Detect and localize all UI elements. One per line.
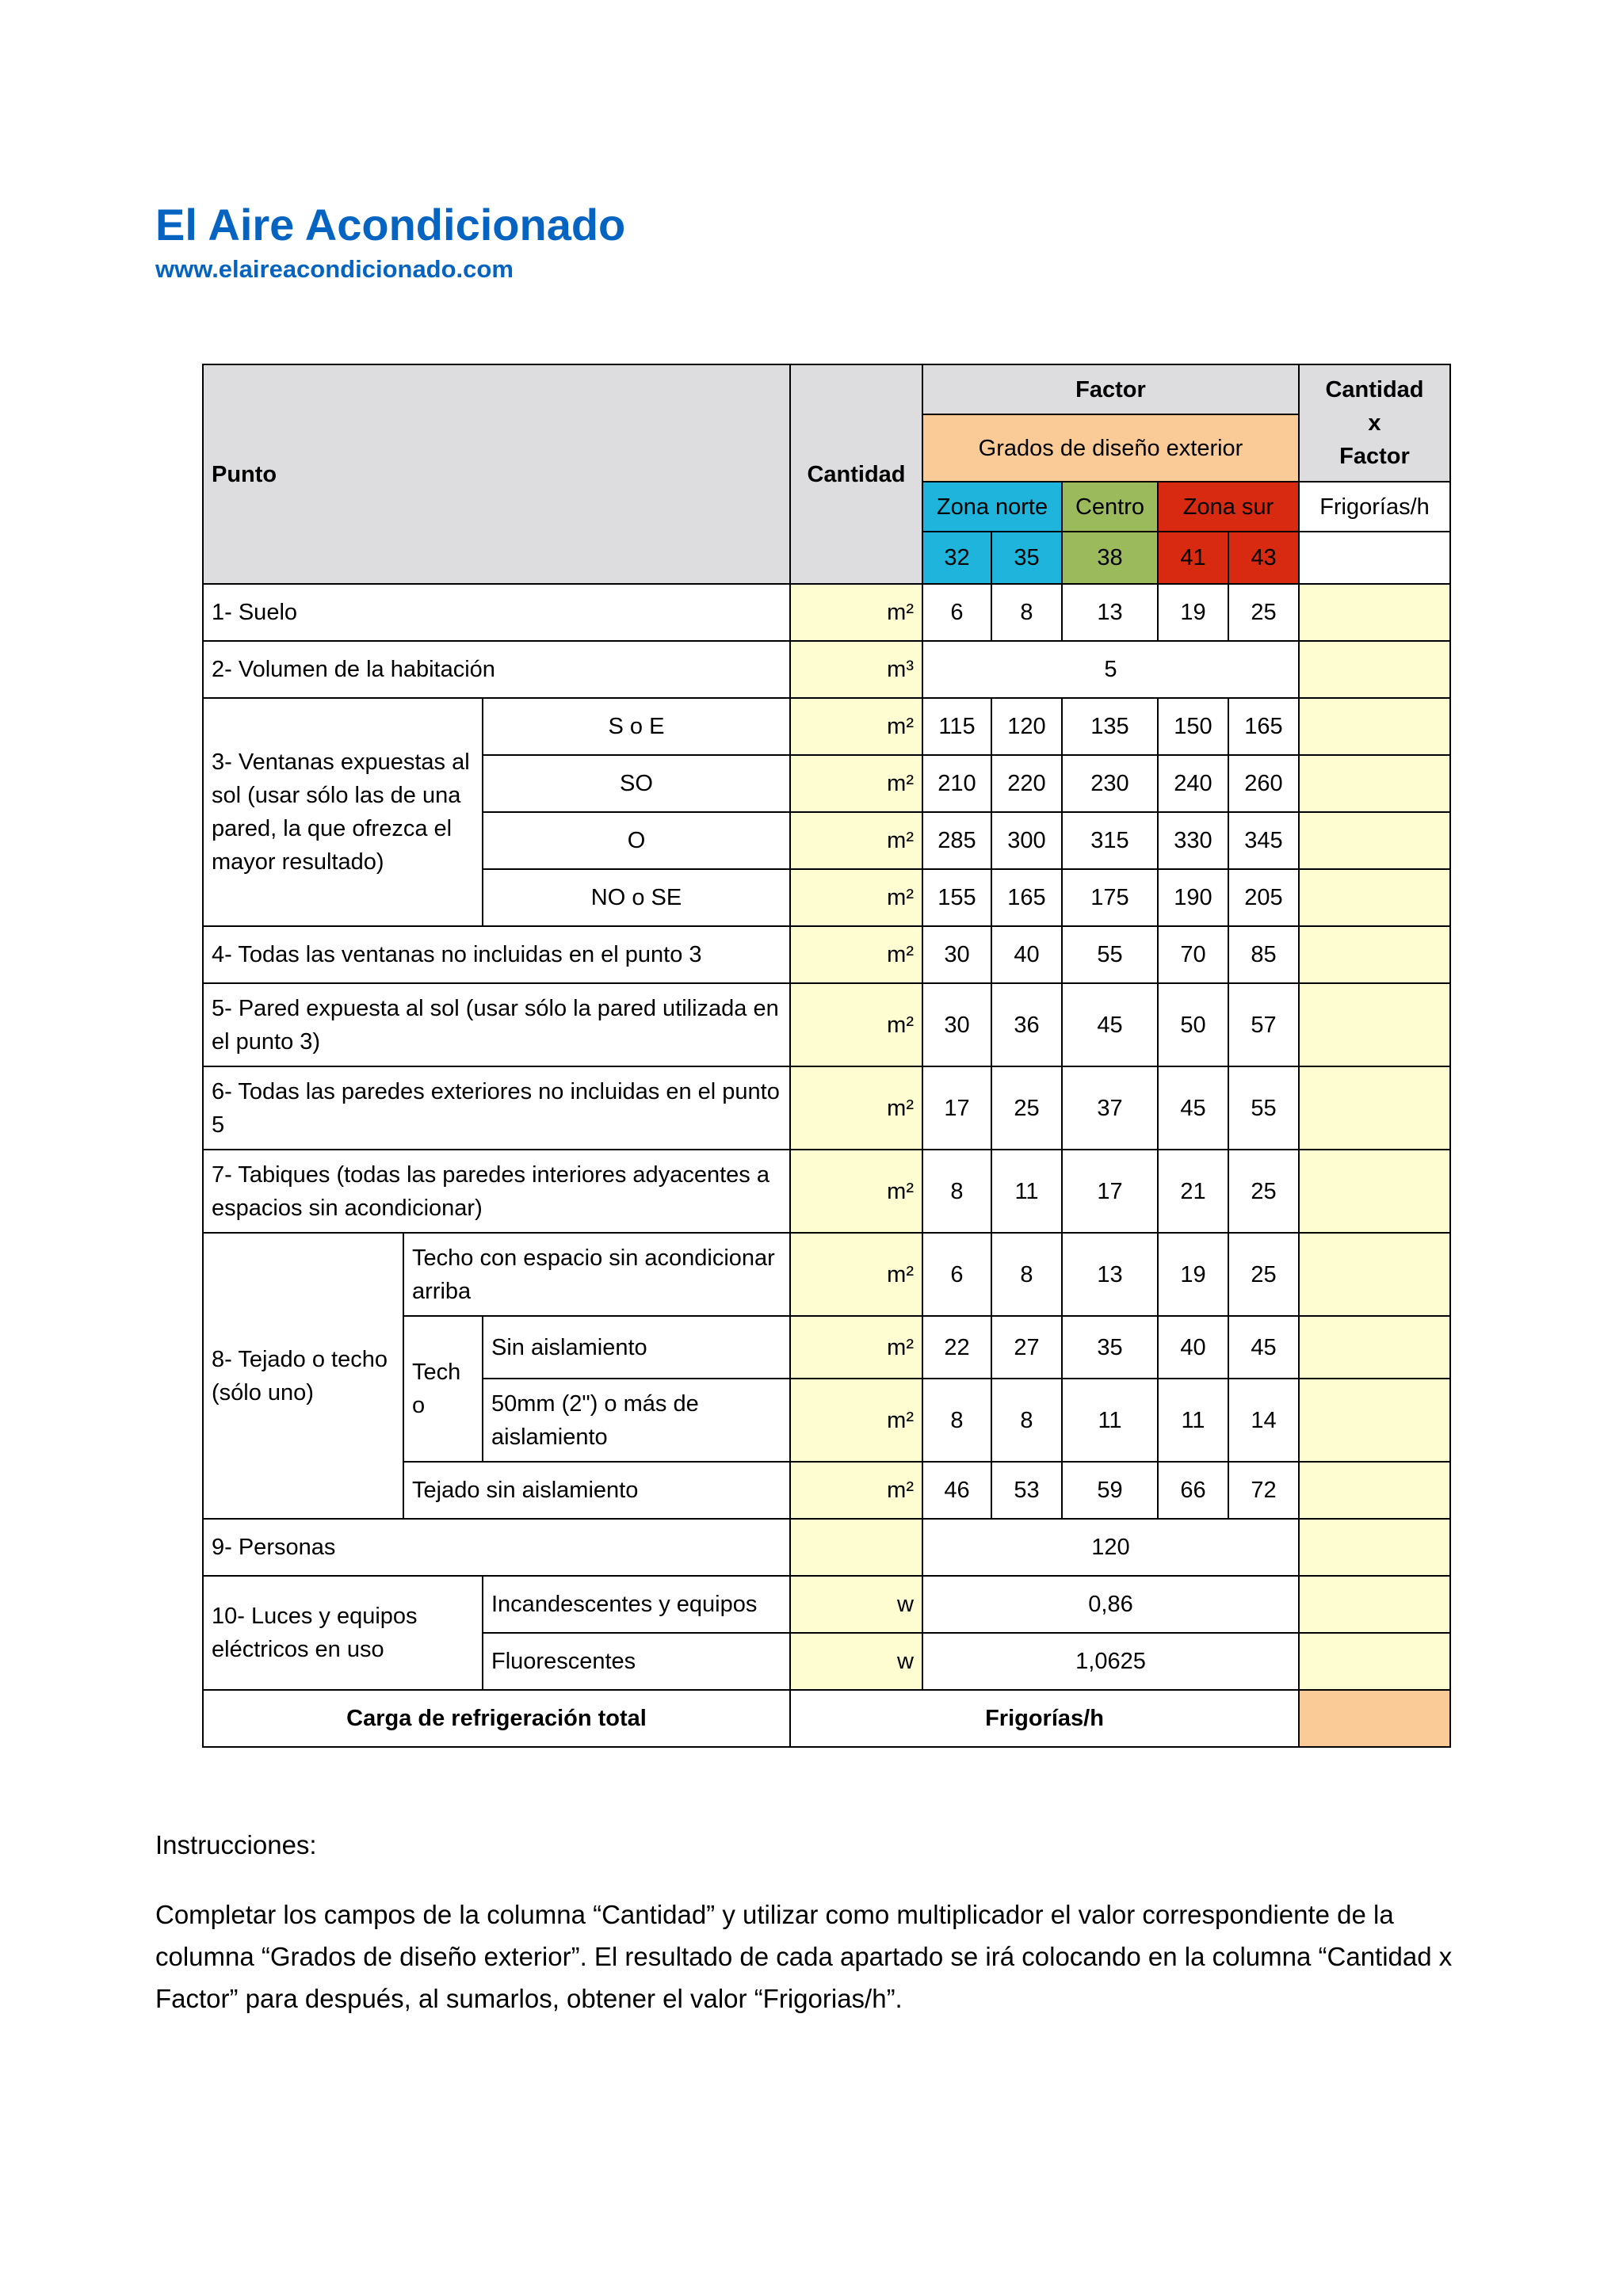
factor-cell: 240 (1158, 755, 1228, 812)
sub-label: Sin aislamiento (483, 1316, 790, 1379)
result-cell[interactable] (1299, 1316, 1450, 1379)
factor-cell: 155 (922, 869, 991, 926)
factor-cell: 59 (1062, 1462, 1158, 1519)
cantidad-input[interactable]: m² (790, 1462, 922, 1519)
factor-cell: 85 (1228, 926, 1299, 983)
factor-cell: 30 (922, 983, 991, 1066)
cantidad-input[interactable]: m² (790, 812, 922, 869)
factor-cell: 40 (1158, 1316, 1228, 1379)
row-suelo (203, 584, 1450, 641)
instructions-body: Completar los campos de la columna “Cantidad” y utilizar como multiplicador el valor correspondiente de la columna “Grados de diseño exterior”. El resultado de cada apartado se irá colocando en la columna “Cantidad x Factor” para después, al sumarlos, obtener el valor “Frigorias/h”. (155, 1900, 1453, 2013)
result-cell[interactable] (1299, 1519, 1450, 1576)
temp-empty-cell (1299, 532, 1450, 584)
cantidad-input[interactable]: m² (790, 1233, 922, 1316)
factor-cell: 22 (922, 1316, 991, 1379)
header-factor: Factor (922, 364, 1299, 414)
row-tabiques (203, 1150, 1450, 1233)
cantidad-input[interactable]: m² (790, 926, 922, 983)
factor-cell: 14 (1228, 1379, 1299, 1462)
sub-label: Tejado sin aislamiento (403, 1462, 790, 1519)
header-frigorias: Frigorías/h (1299, 482, 1450, 532)
result-cell[interactable] (1299, 869, 1450, 926)
brand-title: El Aire Acondicionado (155, 200, 626, 250)
factor-cell: 35 (1062, 1316, 1158, 1379)
factor-cell: 17 (1062, 1150, 1158, 1233)
result-cell[interactable] (1299, 983, 1450, 1066)
row-techo-espacio (203, 1233, 1450, 1316)
header-cxf-line2: x (1368, 410, 1381, 436)
cantidad-input[interactable]: m² (790, 1150, 922, 1233)
factor-cell: 36 (991, 983, 1062, 1066)
row-label-tejado: 8- Tejado o techo (sólo uno) (203, 1233, 403, 1519)
row-label: 7- Tabiques (todas las paredes interiores adyacentes a espacios sin acondicionar) (203, 1150, 790, 1233)
header-cantidad: Cantidad (790, 364, 922, 584)
brand-header (155, 195, 625, 284)
row-label-ventanas: 3- Ventanas expuestas al sol (usar sólo las de una pared, la que ofrezca el mayor resultado) (203, 698, 483, 926)
factor-cell: 66 (1158, 1462, 1228, 1519)
result-cell[interactable] (1299, 584, 1450, 641)
sub-label: Incandescentes y equipos (483, 1576, 790, 1633)
sub-label: Techo con espacio sin acondicionar arriba (403, 1233, 790, 1316)
row-label: 5- Pared expuesta al sol (usar sólo la pared utilizada en el punto 3) (203, 983, 790, 1066)
header-punto: Punto (203, 364, 790, 584)
cantidad-input[interactable]: m³ (790, 641, 922, 698)
techo-label: Tech o (403, 1316, 483, 1462)
row-paredes-exteriores (203, 1066, 1450, 1150)
result-cell[interactable] (1299, 1576, 1450, 1633)
cantidad-input[interactable]: w (790, 1576, 922, 1633)
factor-cell: 50 (1158, 983, 1228, 1066)
factor-cell: 6 (922, 1233, 991, 1316)
row-volumen (203, 641, 1450, 698)
factor-cell: 11 (1062, 1379, 1158, 1462)
factor-cell: 345 (1228, 812, 1299, 869)
header-grados-diseno: Grados de diseño exterior (922, 414, 1299, 482)
cantidad-input[interactable]: w (790, 1633, 922, 1690)
factor-cell: 25 (1228, 1150, 1299, 1233)
result-cell[interactable] (1299, 1633, 1450, 1690)
factor-cell: 205 (1228, 869, 1299, 926)
factor-cell: 120 (922, 1519, 1299, 1576)
factor-cell: 330 (1158, 812, 1228, 869)
factor-cell: 115 (922, 698, 991, 755)
result-cell[interactable] (1299, 926, 1450, 983)
row-ventanas-otras (203, 926, 1450, 983)
cooling-load-table (202, 364, 1451, 1748)
factor-cell: 11 (1158, 1379, 1228, 1462)
header-cxf-line3: Factor (1339, 444, 1410, 469)
factor-cell: 5 (922, 641, 1299, 698)
factor-cell: 25 (1228, 584, 1299, 641)
cantidad-input[interactable] (790, 1519, 922, 1576)
factor-cell: 45 (1228, 1316, 1299, 1379)
result-cell[interactable] (1299, 641, 1450, 698)
factor-cell: 53 (991, 1462, 1062, 1519)
factor-cell: 8 (991, 1233, 1062, 1316)
cantidad-input[interactable]: m² (790, 1066, 922, 1150)
factor-cell: 315 (1062, 812, 1158, 869)
factor-cell: 8 (922, 1150, 991, 1233)
factor-cell: 210 (922, 755, 991, 812)
factor-cell: 8 (991, 584, 1062, 641)
factor-cell: 19 (1158, 584, 1228, 641)
row-label: 2- Volumen de la habitación (203, 641, 790, 698)
header-centro: Centro (1062, 482, 1158, 532)
row-luces-incandescentes (203, 1576, 1450, 1633)
factor-cell: 285 (922, 812, 991, 869)
result-cell[interactable] (1299, 1379, 1450, 1462)
factor-cell: 72 (1228, 1462, 1299, 1519)
factor-cell: 11 (991, 1150, 1062, 1233)
factor-cell: 8 (922, 1379, 991, 1462)
row-label: 6- Todas las paredes exteriores no incluidas en el punto 5 (203, 1066, 790, 1150)
factor-cell: 300 (991, 812, 1062, 869)
factor-cell: 120 (991, 698, 1062, 755)
factor-cell: 0,86 (922, 1576, 1299, 1633)
factor-cell: 13 (1062, 584, 1158, 641)
result-cell[interactable] (1299, 698, 1450, 755)
factor-cell: 57 (1228, 983, 1299, 1066)
factor-cell: 150 (1158, 698, 1228, 755)
factor-cell: 260 (1228, 755, 1299, 812)
factor-cell: 25 (1228, 1233, 1299, 1316)
row-label: 4- Todas las ventanas no incluidas en el punto 3 (203, 926, 790, 983)
cantidad-input[interactable]: m² (790, 869, 922, 926)
sub-label: S o E (483, 698, 790, 755)
cantidad-input[interactable]: m² (790, 755, 922, 812)
total-result-cell[interactable] (1299, 1690, 1450, 1747)
factor-cell: 165 (1228, 698, 1299, 755)
total-label: Carga de refrigeración total (203, 1690, 790, 1747)
factor-cell: 55 (1228, 1066, 1299, 1150)
factor-cell: 1,0625 (922, 1633, 1299, 1690)
row-label: 1- Suelo (203, 584, 790, 641)
cantidad-input[interactable]: m² (790, 698, 922, 755)
factor-cell: 70 (1158, 926, 1228, 983)
result-cell[interactable] (1299, 1150, 1450, 1233)
header-cantidad-x-factor (1299, 364, 1450, 482)
factor-cell: 190 (1158, 869, 1228, 926)
factor-cell: 55 (1062, 926, 1158, 983)
factor-cell: 17 (922, 1066, 991, 1150)
cantidad-input[interactable]: m² (790, 1316, 922, 1379)
factor-cell: 175 (1062, 869, 1158, 926)
temp-38: 38 (1062, 532, 1158, 584)
instructions-title: Instrucciones: (155, 1830, 317, 1859)
brand-url: www.elaireacondicionado.com (155, 255, 514, 283)
cantidad-input[interactable]: m² (790, 1379, 922, 1462)
factor-cell: 25 (991, 1066, 1062, 1150)
factor-cell: 230 (1062, 755, 1158, 812)
cantidad-input[interactable]: m² (790, 983, 922, 1066)
factor-cell: 46 (922, 1462, 991, 1519)
factor-cell: 37 (1062, 1066, 1158, 1150)
header-zona-sur: Zona sur (1158, 482, 1299, 532)
total-unit: Frigorías/h (790, 1690, 1299, 1747)
result-cell[interactable] (1299, 812, 1450, 869)
row-label-luces: 10- Luces y equipos eléctricos en uso (203, 1576, 483, 1690)
sub-label: Fluorescentes (483, 1633, 790, 1690)
factor-cell: 135 (1062, 698, 1158, 755)
sub-label: NO o SE (483, 869, 790, 926)
factor-cell: 220 (991, 755, 1062, 812)
temp-41: 41 (1158, 532, 1228, 584)
factor-cell: 45 (1062, 983, 1158, 1066)
result-cell[interactable] (1299, 1233, 1450, 1316)
header-zona-norte: Zona norte (922, 482, 1062, 532)
result-cell[interactable] (1299, 1066, 1450, 1150)
cantidad-input[interactable]: m² (790, 584, 922, 641)
row-label: 9- Personas (203, 1519, 790, 1576)
temp-32: 32 (922, 532, 991, 584)
factor-cell: 13 (1062, 1233, 1158, 1316)
factor-cell: 165 (991, 869, 1062, 926)
sub-label: O (483, 812, 790, 869)
temp-43: 43 (1228, 532, 1299, 584)
sub-label: SO (483, 755, 790, 812)
factor-cell: 30 (922, 926, 991, 983)
factor-cell: 19 (1158, 1233, 1228, 1316)
row-ventanas-s-o-e (203, 698, 1450, 755)
temp-35: 35 (991, 532, 1062, 584)
row-pared-sol (203, 983, 1450, 1066)
factor-cell: 45 (1158, 1066, 1228, 1150)
factor-cell: 6 (922, 584, 991, 641)
factor-cell: 40 (991, 926, 1062, 983)
row-total (203, 1690, 1450, 1747)
result-cell[interactable] (1299, 755, 1450, 812)
result-cell[interactable] (1299, 1462, 1450, 1519)
sub-label: 50mm (2") o más de aislamiento (483, 1379, 790, 1462)
row-personas (203, 1519, 1450, 1576)
factor-cell: 27 (991, 1316, 1062, 1379)
header-cxf-line1: Cantidad (1325, 377, 1424, 402)
factor-cell: 21 (1158, 1150, 1228, 1233)
factor-cell: 8 (991, 1379, 1062, 1462)
